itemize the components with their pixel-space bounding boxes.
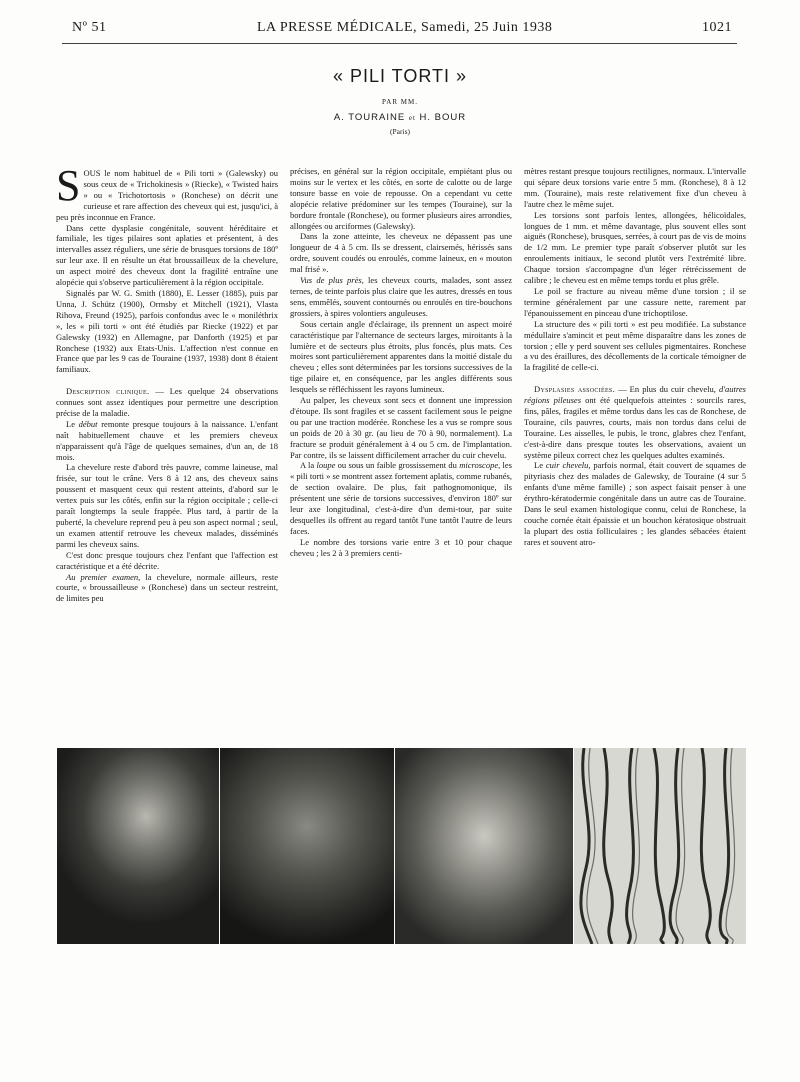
by-line: PAR MM. <box>382 98 418 106</box>
affiliation-city: (Paris) <box>390 127 410 136</box>
author-conjunction: et <box>408 114 416 122</box>
paragraph: Le début remonte presque toujours à la naissance. L'enfant naît habituellement chauve et les premiers cheveux n'apparaissent qu'à l'âge de quelques semaines, d'un an, de 18 mois. <box>56 418 278 462</box>
paragraph: La structure des « pili torti » est peu modifiée. La substance médullaire s'amincit et peut même disparaître dans les zones de torsion ; elle y perd souvent ses cellules pigmentaires. Ronchese a vu des éraillures, des décollements de la corticale témoigner de la fragilité de celle-ci. <box>524 318 746 373</box>
paragraph: Dans la zone atteinte, les cheveux ne dépassent pas une longueur de 4 à 5 cm. Ils se dressent, clairsemés, hérissés sans ordre, souvent coudés ou enroulés, comme laineux, en « mouton mal frisé ». <box>290 231 512 275</box>
issue-number: Nº 51 <box>72 20 107 35</box>
paragraph: A la loupe ou sous un faible grossissement du microscope, les « pili torti » se montrent assez fortement aplatis, comme rubanés, de section ovalaire. De plus, fait pathognomonique, ils présentent une série de torsions successives, d'environ 180º sur leur axe longitudinal, c'est-à-dire d'un demi-tour, par suite desquelles ils offrent au regard tantôt l'une tantôt l'autre de leurs faces. <box>290 460 512 536</box>
figure-strip <box>57 748 746 944</box>
paragraph: Le nombre des torsions varie entre 3 et 10 pour chaque cheveu ; les 2 à 3 premiers centi- <box>290 536 512 558</box>
paragraph: Au palper, les cheveux sont secs et donnent une impression d'étoupe. Ils sont fragiles et se cassent facilement sous le peigne ou par une traction modérée. Ronchese les a vus se rompre sous un poids de 20 à 30 gr. (au lieu de 70 à 90, normalement). La fracture se produit généralement à 4 ou 5 cm. de l'implantation. Par contre, ils se laissent difficilement arracher du cuir chevelu. <box>290 395 512 460</box>
paragraph: Description clinique. — Les quelque 24 observations connues sont assez identiques pour permettre une description précise de la maladie. <box>56 386 278 418</box>
paragraph: précises, en général sur la région occipitale, empiétant plus ou moins sur le vertex et les côtés, en sorte de calotte ou de large tonsure basse en voie de repousse. On a cependant vu cette alopécie relative prédominer sur les tempes (Touraine), sur la bordure frontale (Ronchese), ou former plusieurs aires arrondies, allongées ou arciformes (Galewsky). <box>290 166 512 231</box>
paragraph: Les torsions sont parfois lentes, allongées, hélicoïdales, longues de 1 mm. et même davantage, plus souvent elles sont aiguës (Ronchese), brusques, serrées, à court pas de vis de moins de 1/2 mm. Le premier type paraît s'observer plutôt sur les enroulements initiaux, le second plutôt vers l'extrémité libre. Chaque torsion s'accompagne d'un léger rétrécissement de calibre ; le cheveu est en même temps tordu et plus grêle. <box>524 209 746 286</box>
text-column-3 <box>524 166 746 746</box>
photo-nape-view <box>220 748 394 944</box>
text-column-2 <box>290 166 512 746</box>
journal-title: LA PRESSE MÉDICALE, Samedi, 25 Juin 1938 <box>257 20 553 35</box>
authors <box>0 112 800 123</box>
paragraph: Au premier examen, la chevelure, normale ailleurs, reste courte, « broussailleuse » (Ronchese) dans un secteur restreint, de limites peu <box>56 571 278 604</box>
section-lead: Dysplasies associées. <box>534 384 615 395</box>
photo-back-of-head <box>395 748 573 944</box>
twisted-hair-strands <box>574 748 746 944</box>
paragraph: Vus de plus près, les cheveux courts, malades, sont assez ternes, de teinte parfois plus claire que les autres, dressés en tous sens, emmêlés, souvent contournés ou enroulés en tire-bouchons grossiers, à spires volontiers anguleuses. <box>290 275 512 318</box>
page-number: 1021 <box>702 20 732 35</box>
paragraph: La chevelure reste d'abord très pauvre, comme laineuse, mal frisée, sur tout le crâne. Vers 8 à 12 ans, des cheveux sains poussent et masquent ceux qui restent atteints, d'abord sur le vertex puis sur les côtés, enfin sur la région occipitale ; celle-ci paraît longtemps la seule frappée. Plus tard, à partir de la puberté, la chevelure reprend peu à peu son aspect normal ; seul, un examen attentif retrouve les cheveux malades, disséminés parmi les cheveux sains. <box>56 462 278 549</box>
drop-cap: S <box>56 168 81 210</box>
paragraph: Dans cette dysplasie congénitale, souvent héréditaire et familiale, les tiges pilaires sont aplaties et présentent, à des intervalles assez réguliers, une série de brusques torsions de 180º sur leur axe. Il en résulte un état broussailleux de la chevelure, un aspect moiré des cheveux dont la fragilité entraîne une alopécie qui s'observe particulièrement à la région occipitale. <box>56 222 278 288</box>
running-header <box>62 20 732 42</box>
text-column-1 <box>56 168 278 748</box>
paragraph: Le poil se fracture au niveau même d'une torsion ; il se termine généralement par une cassure nette, rarement par l'épanouissement en pinceau d'une trichoptilose. <box>524 285 746 318</box>
paragraph: C'est donc presque toujours chez l'enfant que l'affection est caractéristique et a été décrite. <box>56 549 278 571</box>
section-lead: Description clinique. <box>66 386 150 397</box>
paragraph: Signalés par W. G. Smith (1880), E. Lesser (1885), puis par Unna, J. Schütz (1900), Ormsby et Mitchell (1921), Vlasta Rihova, Freund (1925), parfois confondus avec le « moniléthrix », les « pili torti » ont été étudiés par Riecke (1922) et par Galewsky (1932) en Allemagne, par Danforth (1925) et par Ronchese (1932) aux Etats-Unis. L'affection n'est connue en France que par les 9 cas de Touraine (1937, 1938) dont 8 étaient familiaux. <box>56 287 278 375</box>
header-rule <box>62 43 737 44</box>
paragraph: Sous certain angle d'éclairage, ils prennent un aspect moiré caractéristique par l'alternance de secteurs larges, miroitants à la lumière et de secteurs plus étroits, plus foncés, plus mats. Ces moires sont particulièrement apparentes dans la moitié distale du cheveu ; elles sont déterminées par les torsions successives de la tige pilaire et, en conséquence, par les angles différents sous lesquels se réfléchissent les rayons lumineux. <box>290 318 512 395</box>
paragraph: Dysplasies associées. — En plus du cuir chevelu, d'autres régions pileuses ont été quelquefois atteintes : sourcils rares, fins, pâles, fragiles et même tordus dans les cas de Ronchese, de Touraine, cils pauvres, courts, mais non tordus dans celui de Touraine. Les aisselles, le pubis, le tronc, glabres chez l'enfant, c'est-à-dire dans presque toutes les observations, avaient un système pileux correct chez les quelques adultes examinés. <box>524 384 746 460</box>
article-title: « PILI TORTI » <box>332 66 468 86</box>
photo-occipital-view <box>57 748 219 944</box>
paragraph: mètres restant presque toujours rectilignes, normaux. L'intervalle qui sépare deux torsions varie entre 5 mm. (Ronchese), 8 à 12 mm. (Touraine), mais reste relativement fixe d'un cheveu à l'autre chez le même sujet. <box>524 166 746 209</box>
author-2: H. BOUR <box>419 112 467 123</box>
paragraph: Le cuir chevelu, parfois normal, était couvert de squames de pityriasis chez des malades de Galewsky, de Touraine (4 sur 5 enfants d'une même famille) ; son aspect faisait penser à une érythro-kératodermie congénitale dans un autre cas de Touraine. Dans le seul examen histologique connu, celui de Ronchese, la couche cornée était épaissie et un bouchon kératosique obstruait la plupart des ostia folliculaires ; les glandes sébacées étaient rares et souvent atro- <box>524 460 746 547</box>
paragraph: SOUS le nom habituel de « Pili torti » (Galewsky) ou sous ceux de « Trichokinesis » (Riecke), « Twisted hairs » ou « Trichotortosis » (Ronchese) on décrit une curieuse et rare affection des cheveux qui est, jusqu'ici, à peu près inconnue en France. <box>56 168 278 222</box>
author-1: A. TOURAINE <box>333 112 406 123</box>
micrograph-twisted-hairs <box>574 748 746 944</box>
